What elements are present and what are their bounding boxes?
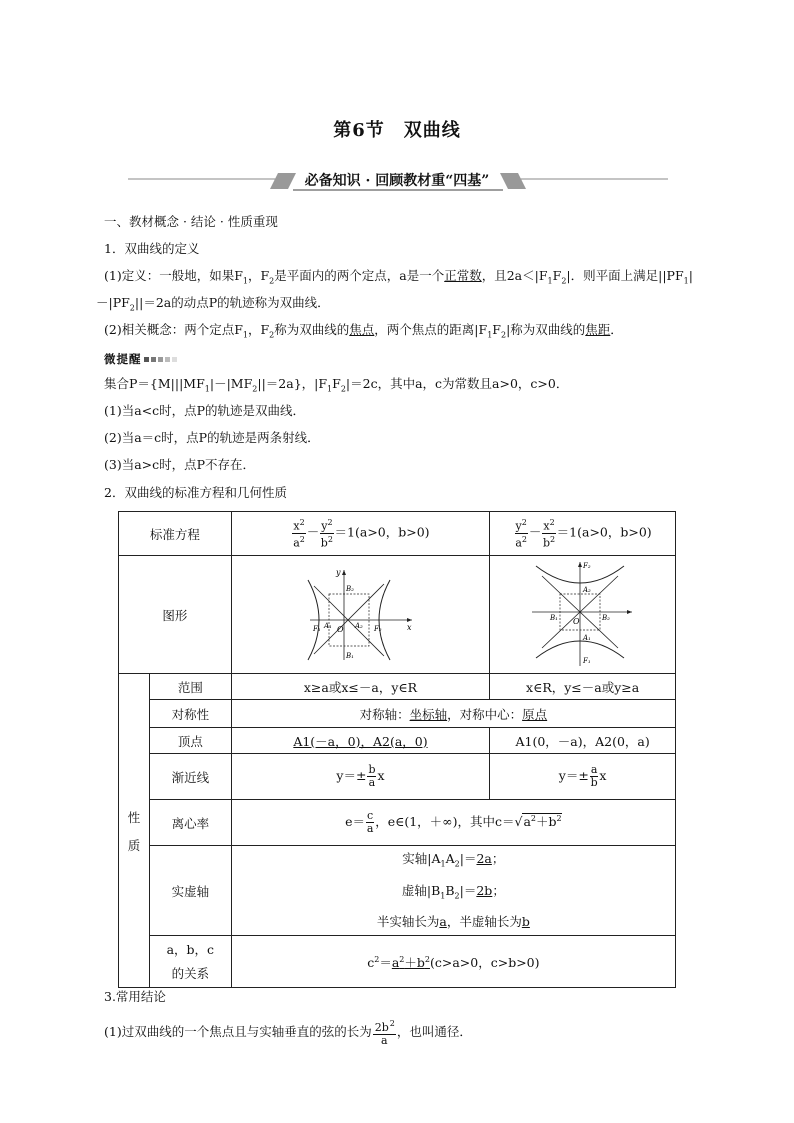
- std-eq-1: $\frac{x^2}{a^2}$ － $\frac{y^2}{b^2}$ ＝1(a>0，b>0): [231, 512, 490, 556]
- tip-line-1: 集合$P=\{M|||MF_1|-|MF_2||=2a\}$，$|F_1F_2|=2c$，其中a，c为常数且a>0，c>0．: [104, 376, 569, 394]
- definition-line-1: (1)定义：一般地，如果$F_1$，$F_2$是平面内的两个定点，a是一个正常数，且$2a<|F_1F_2|$．则平面上满足$||PF_1|$: [104, 268, 693, 286]
- graph-vertical: [490, 556, 676, 674]
- axis-value: 实轴$|A_1A_2|=2a$； 虚轴$|B_1B_2|=2b$； 半实轴长为a，半虚轴长为b: [231, 846, 675, 936]
- conclusion-1: (1)过双曲线的一个焦点且与实轴垂直的弦的长为 $\frac{2b^2}{a}$ ，也叫通径．: [104, 1019, 472, 1047]
- tip-label: 微提醒: [104, 350, 177, 368]
- symmetry-label: 对称性: [149, 700, 231, 728]
- table-row: [119, 556, 676, 674]
- svg-text:F₁: F₁: [313, 624, 322, 633]
- relation-value: $c^2=a^2+b^2(c>a>0$，c>b>0): [231, 936, 675, 988]
- relation-label: a，b，c 的关系: [149, 936, 231, 988]
- svg-text:O: O: [572, 616, 580, 626]
- tip-line-3: (2)当a＝c时，点P的轨迹是两条射线．: [104, 430, 320, 445]
- graph-label: 图形: [119, 556, 232, 674]
- hyperbola-vertical-figure: [528, 560, 638, 670]
- banner-title: 必备知识 · 回顾教材重“四基”: [304, 173, 490, 189]
- page-title: 第6节 双曲线: [333, 120, 461, 141]
- svg-text:F₁: F₁: [582, 656, 591, 665]
- svg-text:B₁: B₁: [549, 613, 558, 622]
- tip-line-2: (1)当a<c时，点P的轨迹是双曲线．: [104, 403, 306, 418]
- axis-label: 实虚轴: [149, 846, 231, 936]
- definition-line-2: $-|PF_2||=2a$的动点P的轨迹称为双曲线．: [96, 295, 330, 313]
- svg-text:B₂: B₂: [601, 613, 610, 622]
- range-1: x≥a或x≤－a，y∈R: [231, 674, 490, 700]
- svg-text:A₁: A₁: [582, 633, 591, 642]
- asymptote-1: y＝± $\frac{b}{a}$ x: [231, 754, 490, 800]
- table-row: [119, 846, 676, 936]
- svg-text:x: x: [407, 622, 412, 632]
- table-row: [119, 728, 676, 754]
- vertex-label: 顶点: [149, 728, 231, 754]
- asymptote-2: y＝± $\frac{a}{b}$ x: [490, 754, 676, 800]
- table-row: [119, 512, 676, 556]
- range-2: x∈R，y≤－a或y≥a: [490, 674, 676, 700]
- svg-text:O: O: [337, 624, 345, 634]
- properties-table: [118, 511, 676, 988]
- range-label: 范围: [149, 674, 231, 700]
- asymptote-label: 渐近线: [149, 754, 231, 800]
- tip-line-4: (3)当a>c时，点P不存在．: [104, 457, 256, 472]
- svg-text:A₂: A₂: [355, 621, 364, 630]
- hyperbola-horizontal-figure: [300, 566, 420, 664]
- std-label: 标准方程: [119, 512, 232, 556]
- svg-text:B₁: B₁: [346, 651, 355, 660]
- svg-text:A₁: A₁: [324, 621, 333, 630]
- table-row: [119, 800, 676, 846]
- table-row: [119, 936, 676, 988]
- svg-text:F₂: F₂: [582, 561, 591, 570]
- prop-label: 性 质: [119, 674, 150, 988]
- svg-text:F₂: F₂: [374, 624, 383, 633]
- heading-definition: 1．双曲线的定义: [104, 241, 200, 256]
- section-heading: 一、教材概念 · 结论 · 性质重现: [104, 214, 278, 229]
- table-row: [119, 700, 676, 728]
- svg-text:A₂: A₂: [582, 585, 591, 594]
- definition-line-3: (2)相关概念：两个定点$F_1$，$F_2$称为双曲线的焦点，两个焦点的距离$|F_1F_2|$称为双曲线的焦距．: [104, 322, 623, 340]
- table-row: [119, 674, 676, 700]
- eccentricity-value: e＝ $\frac{c}{a}$ ，e∈(1，＋∞)，其中$c=√a^2+b^2$: [231, 800, 675, 846]
- graph-horizontal: [231, 556, 490, 674]
- std-eq-2: $\frac{y^2}{a^2}$ － $\frac{x^2}{b^2}$ ＝1(a>0，b>0): [490, 512, 676, 556]
- eccentricity-label: 离心率: [149, 800, 231, 846]
- table-row: [119, 754, 676, 800]
- heading-conclusions: 3.常用结论: [104, 989, 166, 1004]
- svg-text:B₂: B₂: [346, 584, 355, 593]
- symmetry-value: 对称轴：坐标轴，对称中心：原点: [231, 700, 675, 728]
- vertex-1: A1(－a，0)，A2(a，0): [231, 728, 490, 754]
- svg-text:y: y: [336, 567, 341, 577]
- heading-properties: 2．双曲线的标准方程和几何性质: [104, 485, 287, 500]
- vertex-2: A1(0，－a)，A2(0，a): [490, 728, 676, 754]
